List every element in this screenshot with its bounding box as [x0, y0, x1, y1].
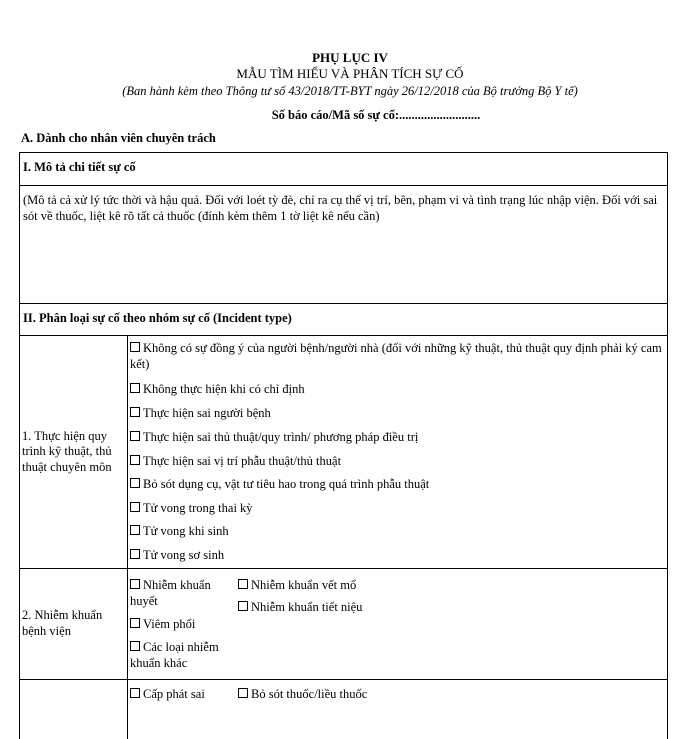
group2-option-a1[interactable]: Nhiễm khuẩn huyết	[130, 578, 211, 609]
checkbox-icon[interactable]	[130, 641, 140, 651]
group1-row	[19, 335, 668, 568]
group2-option-b1[interactable]: Nhiễm khuẩn vết mổ	[238, 577, 438, 593]
report-number: Số báo cáo/Mã số sự cố:..........................	[271, 108, 481, 122]
checkbox-icon[interactable]	[130, 618, 140, 628]
part1-description-cell[interactable]	[19, 185, 668, 303]
group3-option-b1[interactable]: Bỏ sót thuốc/liều thuốc	[238, 686, 438, 702]
checkbox-icon[interactable]	[130, 478, 140, 488]
group3-option-a1[interactable]: Cấp phát sai	[130, 686, 234, 702]
checkbox-icon[interactable]	[130, 579, 140, 589]
group3-options	[128, 680, 667, 739]
group1-option-1[interactable]: Không có sự đồng ý của người bệnh/người nhà (đối với những kỹ thuật, thủ thuật quy định phải ký cam kết)	[130, 341, 662, 372]
form-title: MẪU TÌM HIỂU VÀ PHÂN TÍCH SỰ CỐ	[236, 66, 464, 81]
checkbox-icon[interactable]	[130, 342, 140, 352]
group1-options	[128, 336, 667, 568]
group3-label	[20, 680, 128, 739]
group2-option-b2[interactable]: Nhiễm khuẩn tiết niệu	[238, 599, 438, 615]
group3-row	[19, 679, 668, 739]
group2-option-a2[interactable]: Viêm phổi	[130, 616, 234, 632]
section-a-heading: A. Dành cho nhân viên chuyên trách	[21, 131, 216, 145]
checkbox-icon[interactable]	[130, 407, 140, 417]
appendix-title: PHỤ LỤC IV	[312, 50, 388, 65]
group1-option-7[interactable]: Tử vong trong thai kỳ	[130, 500, 663, 516]
group1-option-2[interactable]: Không thực hiện khi có chỉ định	[130, 381, 663, 397]
part1-heading: I. Mô tả chi tiết sự cố	[19, 152, 668, 185]
group2-option-a3[interactable]: Các loại nhiễm khuẩn khác	[130, 640, 219, 671]
group1-option-3[interactable]: Thực hiện sai người bệnh	[130, 405, 663, 421]
group1-option-4[interactable]: Thực hiện sai thủ thuật/quy trình/ phương pháp điều trị	[130, 429, 663, 445]
checkbox-icon[interactable]	[130, 502, 140, 512]
checkbox-icon[interactable]	[130, 455, 140, 465]
incident-form-table	[19, 152, 668, 712]
checkbox-icon[interactable]	[130, 383, 140, 393]
checkbox-icon[interactable]	[130, 688, 140, 698]
checkbox-icon[interactable]	[130, 431, 140, 441]
checkbox-icon[interactable]	[130, 549, 140, 559]
part2-heading: II. Phân loại sự cố theo nhóm sự cố (Incident type)	[19, 303, 668, 335]
checkbox-icon[interactable]	[238, 601, 248, 611]
group2-label: 2. Nhiễm khuẩn bệnh viện	[20, 569, 128, 679]
group1-option-5[interactable]: Thực hiện sai vị trí phẫu thuật/thủ thuật	[130, 453, 663, 469]
group2-row	[19, 568, 668, 679]
issued-note: (Ban hành kèm theo Thông tư số 43/2018/TT-BYT ngày 26/12/2018 của Bộ trưởng Bộ Y tế)	[122, 84, 578, 98]
group2-options	[128, 569, 667, 679]
group1-option-9[interactable]: Tử vong sơ sinh	[130, 547, 663, 563]
group1-label: 1. Thực hiện quy trình kỹ thuật, thủ thuật chuyên môn	[20, 336, 128, 568]
group1-option-6[interactable]: Bỏ sót dụng cụ, vật tư tiêu hao trong quá trình phẫu thuật	[130, 476, 663, 492]
group1-option-8[interactable]: Tử vong khi sinh	[130, 523, 663, 539]
checkbox-icon[interactable]	[238, 688, 248, 698]
part1-description: (Mô tả cả xử lý tức thời và hậu quả. Đối với loét tỳ đè, chỉ ra cụ thể vị trí, bên, phạm vi và tình trạng lúc nhập viện. Đối với sai sót về thuốc, liệt kê rõ tất cả thuốc (đính kèm thêm 1 tờ liệt kê nếu cần)	[23, 193, 658, 224]
checkbox-icon[interactable]	[130, 525, 140, 535]
checkbox-icon[interactable]	[238, 579, 248, 589]
